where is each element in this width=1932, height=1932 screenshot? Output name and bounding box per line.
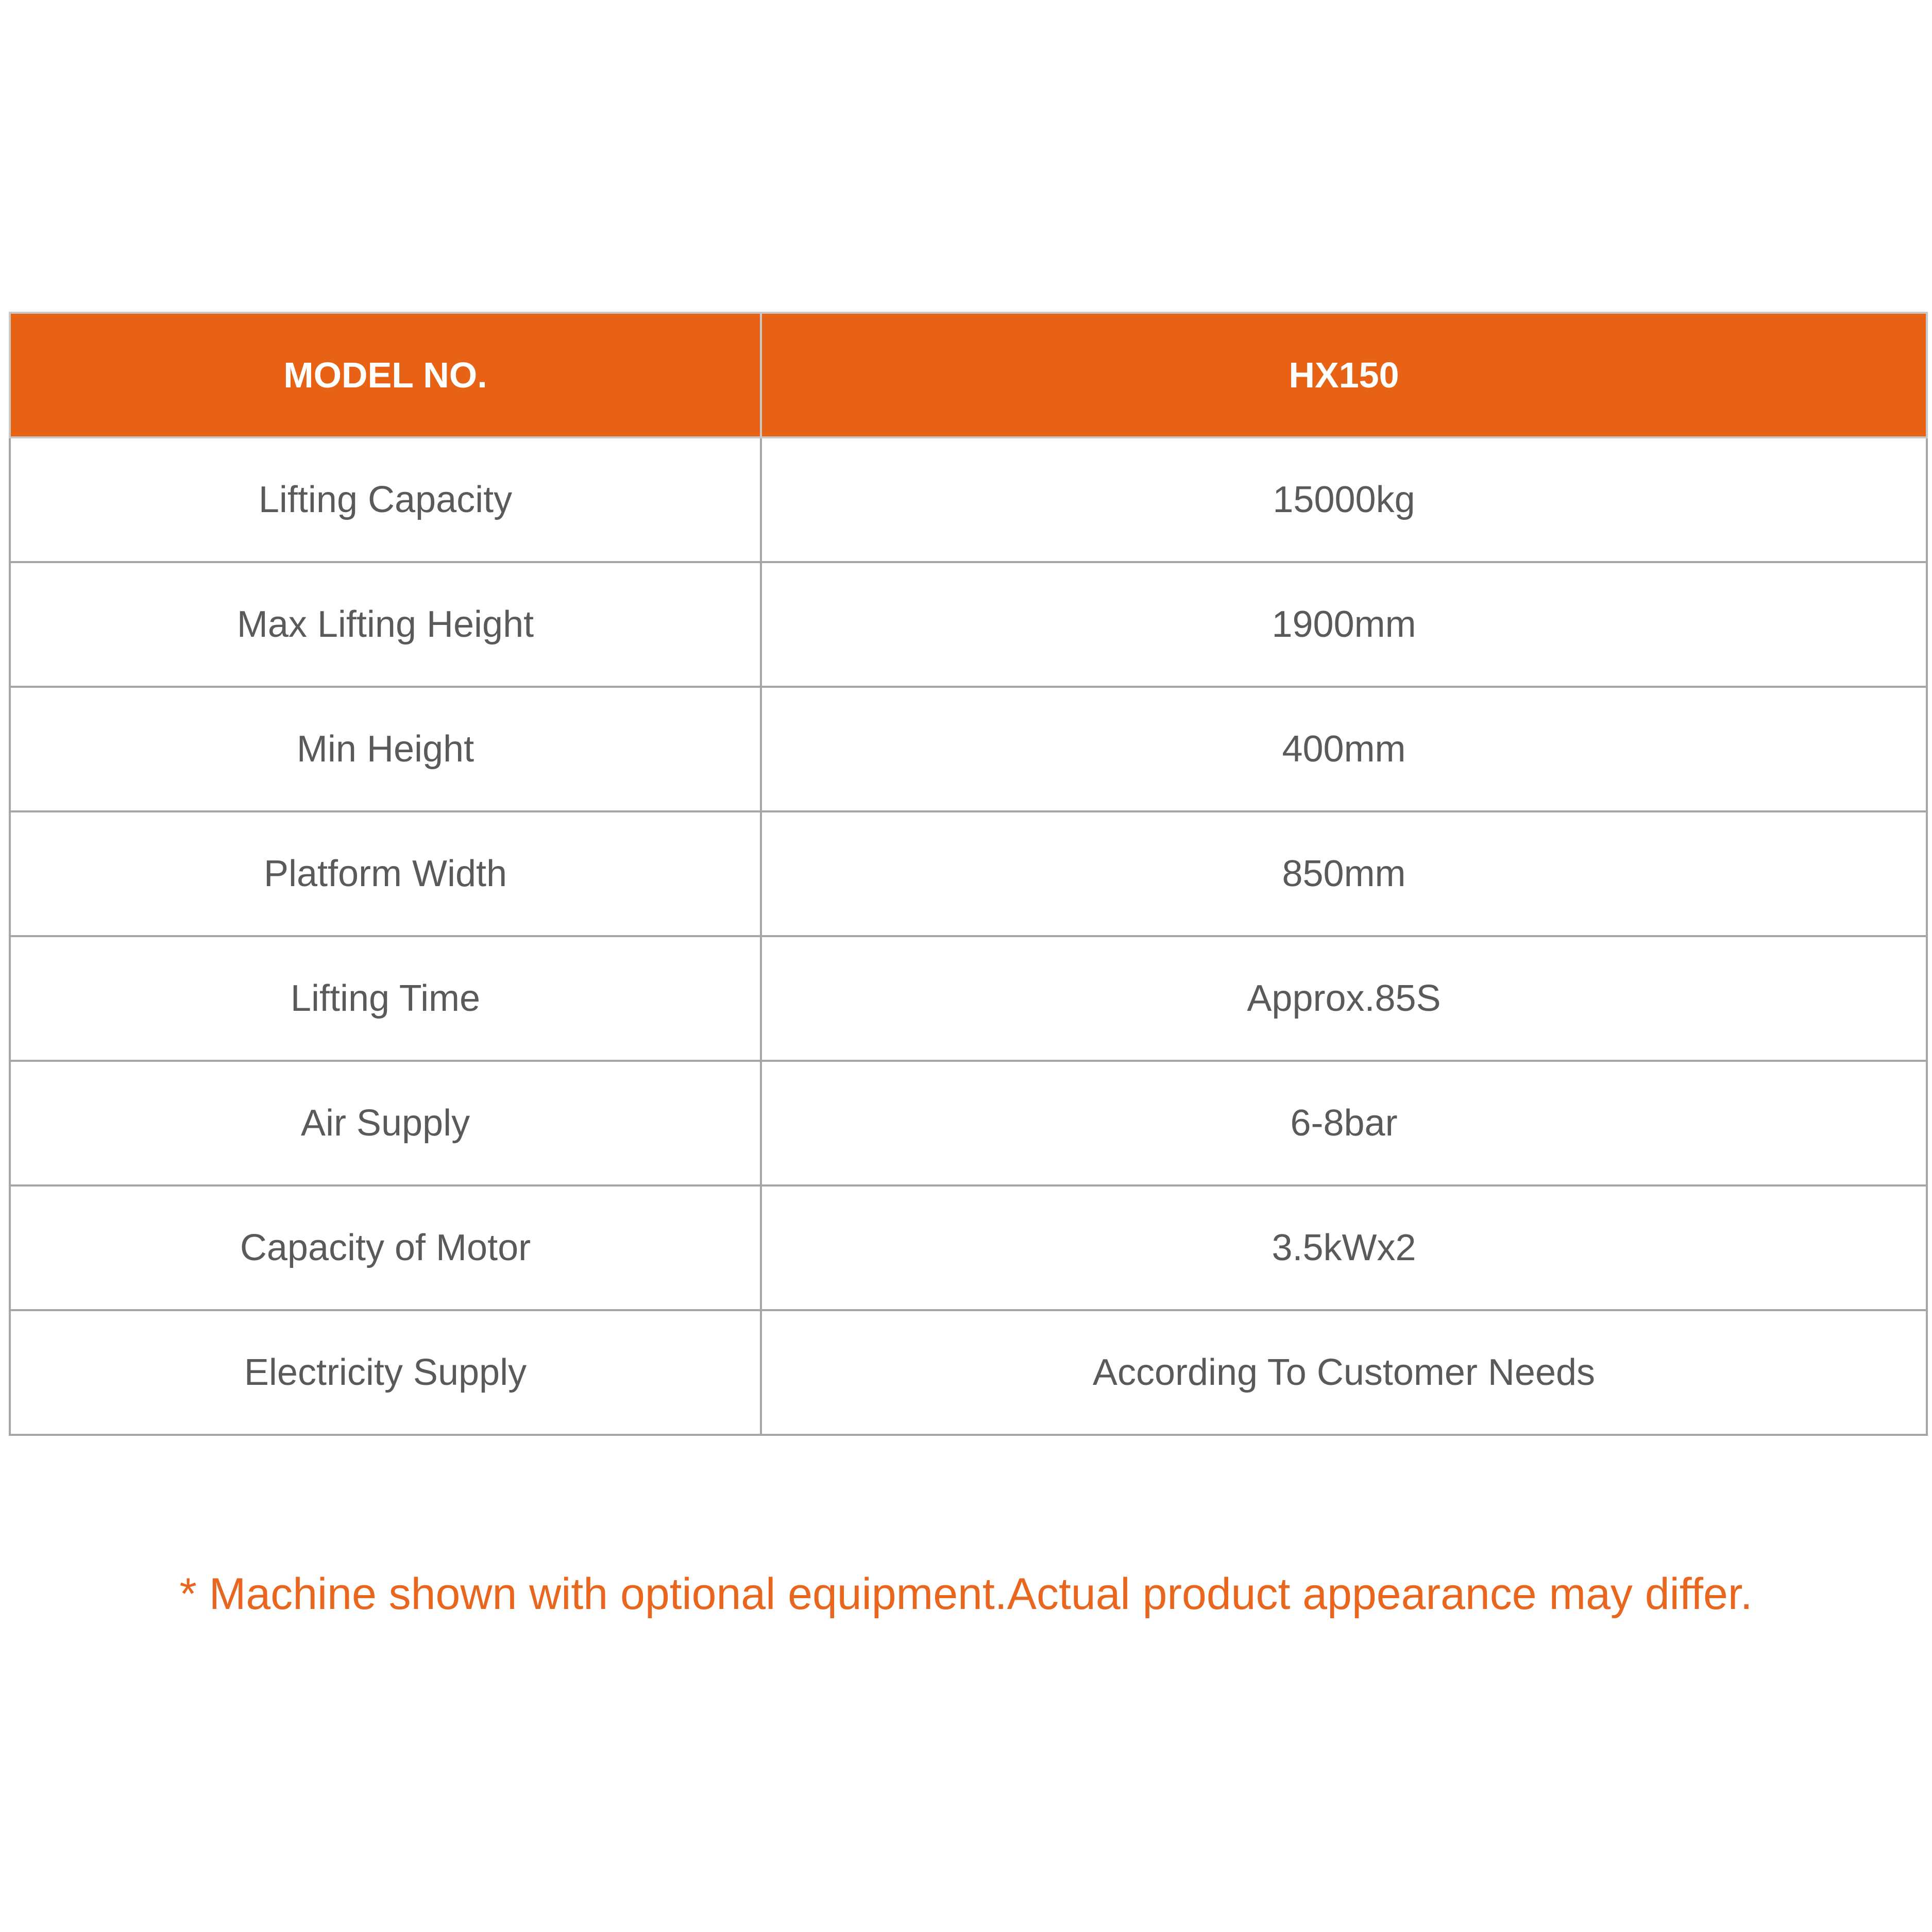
table-row bbox=[10, 1185, 1927, 1310]
row-label: Lifting Time bbox=[10, 936, 761, 1061]
table-row bbox=[10, 687, 1927, 811]
header-row bbox=[10, 313, 1927, 437]
row-value: 400mm bbox=[761, 687, 1927, 811]
row-label: Lifting Capacity bbox=[10, 437, 761, 562]
row-label: Electricity Supply bbox=[10, 1310, 761, 1435]
table-row bbox=[10, 811, 1927, 936]
row-value: 3.5kWx2 bbox=[761, 1185, 1927, 1310]
row-label: Platform Width bbox=[10, 811, 761, 936]
row-label: Max Lifting Height bbox=[10, 562, 761, 687]
row-label: Capacity of Motor bbox=[10, 1185, 761, 1310]
table-row bbox=[10, 437, 1927, 562]
row-value: 1900mm bbox=[761, 562, 1927, 687]
row-value: 850mm bbox=[761, 811, 1927, 936]
header-model-value: HX150 bbox=[761, 313, 1927, 437]
row-value: 15000kg bbox=[761, 437, 1927, 562]
header-label: MODEL NO. bbox=[10, 313, 761, 437]
row-label: Min Height bbox=[10, 687, 761, 811]
spec-table bbox=[9, 312, 1928, 1436]
row-label: Air Supply bbox=[10, 1061, 761, 1185]
table-row bbox=[10, 1310, 1927, 1435]
table-row bbox=[10, 936, 1927, 1061]
row-value: 6-8bar bbox=[761, 1061, 1927, 1185]
disclaimer-note: * Machine shown with optional equipment.Actual product appearance may differ. bbox=[179, 1569, 1753, 1619]
row-value: Approx.85S bbox=[761, 936, 1927, 1061]
table-row bbox=[10, 1061, 1927, 1185]
table-row bbox=[10, 562, 1927, 687]
row-value: According To Customer Needs bbox=[761, 1310, 1927, 1435]
